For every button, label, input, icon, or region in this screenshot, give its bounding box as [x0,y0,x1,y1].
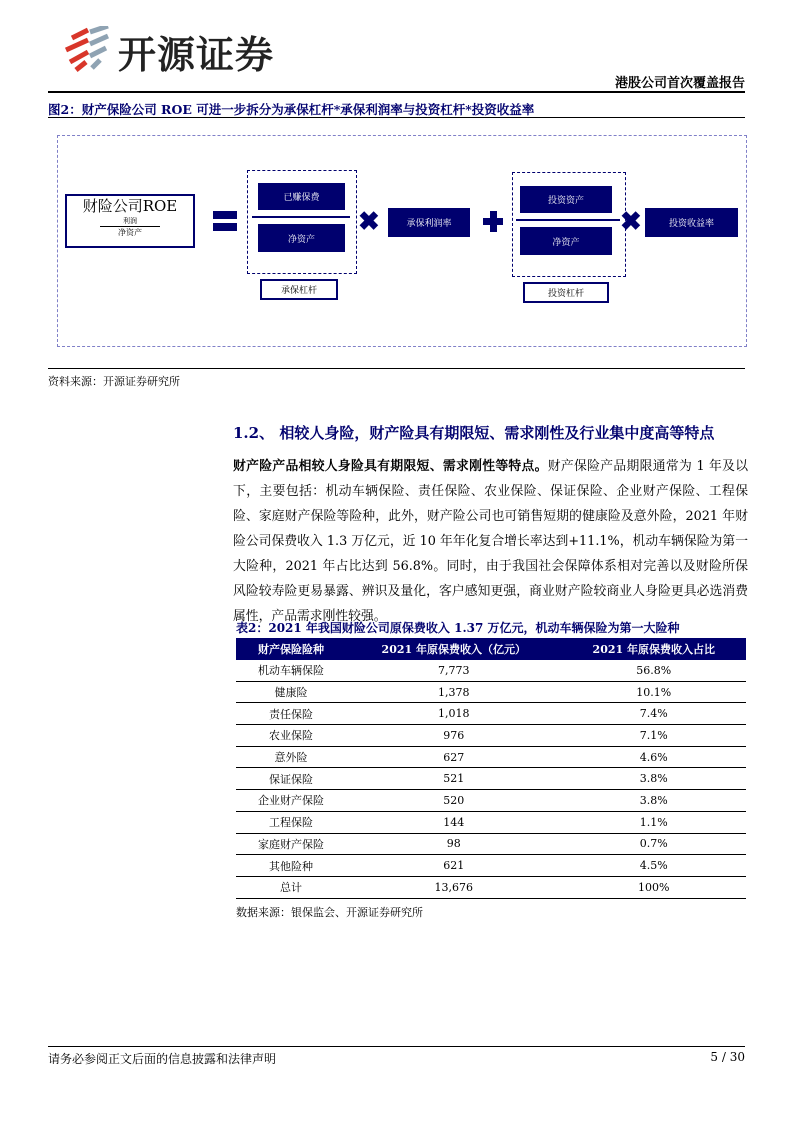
investment-assets-box: 投资资产 [520,186,612,213]
roe-label: 财险公司ROE [82,197,178,215]
table-header-row [236,638,746,660]
table-cell: 工程保险 [236,811,346,833]
table-cell: 意外险 [236,746,346,768]
table-row [236,833,746,855]
table-cell: 0.7% [562,833,746,855]
table-cell: 3.8% [562,790,746,812]
table-row [236,768,746,790]
table-cell: 976 [346,725,562,747]
roe-numerator: 利润 [123,217,137,225]
figure-title: 图2：财产保险公司 ROE 可进一步拆分为承保杠杆*承保利润率与投资杠杆*投资收益率 [48,102,535,117]
investment-yield-box: 投资收益率 [645,208,738,237]
table-cell: 621 [346,855,562,877]
table-cell: 7.1% [562,725,746,747]
multiply-icon: ✖ [620,207,642,237]
logo-icon [62,26,114,72]
premium-table [236,638,746,899]
roe-denominator: 净资产 [100,226,160,238]
multiply-icon: ✖ [358,207,380,237]
table-cell: 100% [562,876,746,898]
table-cell: 3.8% [562,768,746,790]
source-rule [48,368,745,369]
underwriting-margin-box: 承保利润率 [388,208,470,237]
equals-icon-bar [213,223,237,231]
table-cell: 健康险 [236,681,346,703]
table-cell: 1,378 [346,681,562,703]
table-cell: 企业财产保险 [236,790,346,812]
column-header: 财产保险险种 [236,638,346,660]
roe-box [65,194,195,248]
table-row [236,660,746,681]
table-cell: 7,773 [346,660,562,681]
page-number: 5 / 30 [710,1050,745,1064]
table-cell: 627 [346,746,562,768]
table-cell: 家庭财产保险 [236,833,346,855]
equals-icon [213,211,237,219]
earned-premium-box: 已赚保费 [258,183,345,210]
fraction-line [516,219,620,221]
figure-source: 资料来源：开源证券研究所 [48,375,180,388]
table-cell: 56.8% [562,660,746,681]
table-cell: 保证保险 [236,768,346,790]
table-cell: 农业保险 [236,725,346,747]
lead-sentence: 财产险产品相较人身险具有期限短、需求刚性等特点。 [233,459,548,474]
body-paragraph [233,454,748,629]
table-cell: 4.6% [562,746,746,768]
fraction-line [252,216,350,218]
table-cell: 10.1% [562,681,746,703]
figure-rule [48,117,745,118]
table-cell: 1,018 [346,703,562,725]
section-heading: 1.2、 相较人身险，财产险具有期限短、需求刚性及行业集中度高等特点 [233,424,715,442]
table-cell: 4.5% [562,855,746,877]
table-cell: 521 [346,768,562,790]
table-cell: 总计 [236,876,346,898]
table-source: 数据来源：银保监会、开源证券研究所 [236,906,423,919]
table-row [236,681,746,703]
table-cell: 7.4% [562,703,746,725]
table-row [236,703,746,725]
column-header: 2021 年原保费收入占比 [562,638,746,660]
underwriting-leverage-label: 承保杠杆 [260,279,338,300]
logo-text: 开源证券 [118,33,275,77]
footer-rule [48,1046,745,1047]
table-row [236,855,746,877]
table-cell: 责任保险 [236,703,346,725]
table-row [236,876,746,898]
table-row [236,811,746,833]
table-row [236,725,746,747]
column-header: 2021 年原保费收入（亿元） [346,638,562,660]
body-text: 财产保险产品期限通常为 1 年及以下，主要包括：机动车辆保险、责任保险、农业保险、保证保险、企业财产保险、工程保险、家庭财产保险等险种，此外，财产险公司也可销售短期的健康险及意外险，2021 年财险公司保费收入 1.3 万亿元，近 10 年年化复合增长率达到+11.1%，机动车辆保险为第一大险种，2021 年占比达到 56.8%。同时，由于我国社会保障体系相对完善以及财险所保风险较寿险更易暴露、辨识及量化，客户感知更强，商业财产险较商业人身险更具必选消费属性，产品需求刚性较强。 [233,459,748,624]
table-row [236,790,746,812]
table-title: 表2：2021 年我国财险公司原保费收入 1.37 万亿元，机动车辆保险为第一大险种 [236,621,680,635]
report-type: 港股公司首次覆盖报告 [614,76,745,91]
table-cell: 98 [346,833,562,855]
header-rule [48,91,745,93]
footer-disclaimer: 请务必参阅正文后面的信息披露和法律声明 [48,1052,277,1066]
table-row [236,746,746,768]
net-assets-box: 净资产 [258,224,345,252]
table-cell: 520 [346,790,562,812]
table-cell: 机动车辆保险 [236,660,346,681]
net-assets-box: 净资产 [520,227,612,255]
table-cell: 其他险种 [236,855,346,877]
plus-icon-bar [490,211,497,232]
table-cell: 13,676 [346,876,562,898]
investment-leverage-label: 投资杠杆 [523,282,609,303]
table-cell: 144 [346,811,562,833]
table-cell: 1.1% [562,811,746,833]
